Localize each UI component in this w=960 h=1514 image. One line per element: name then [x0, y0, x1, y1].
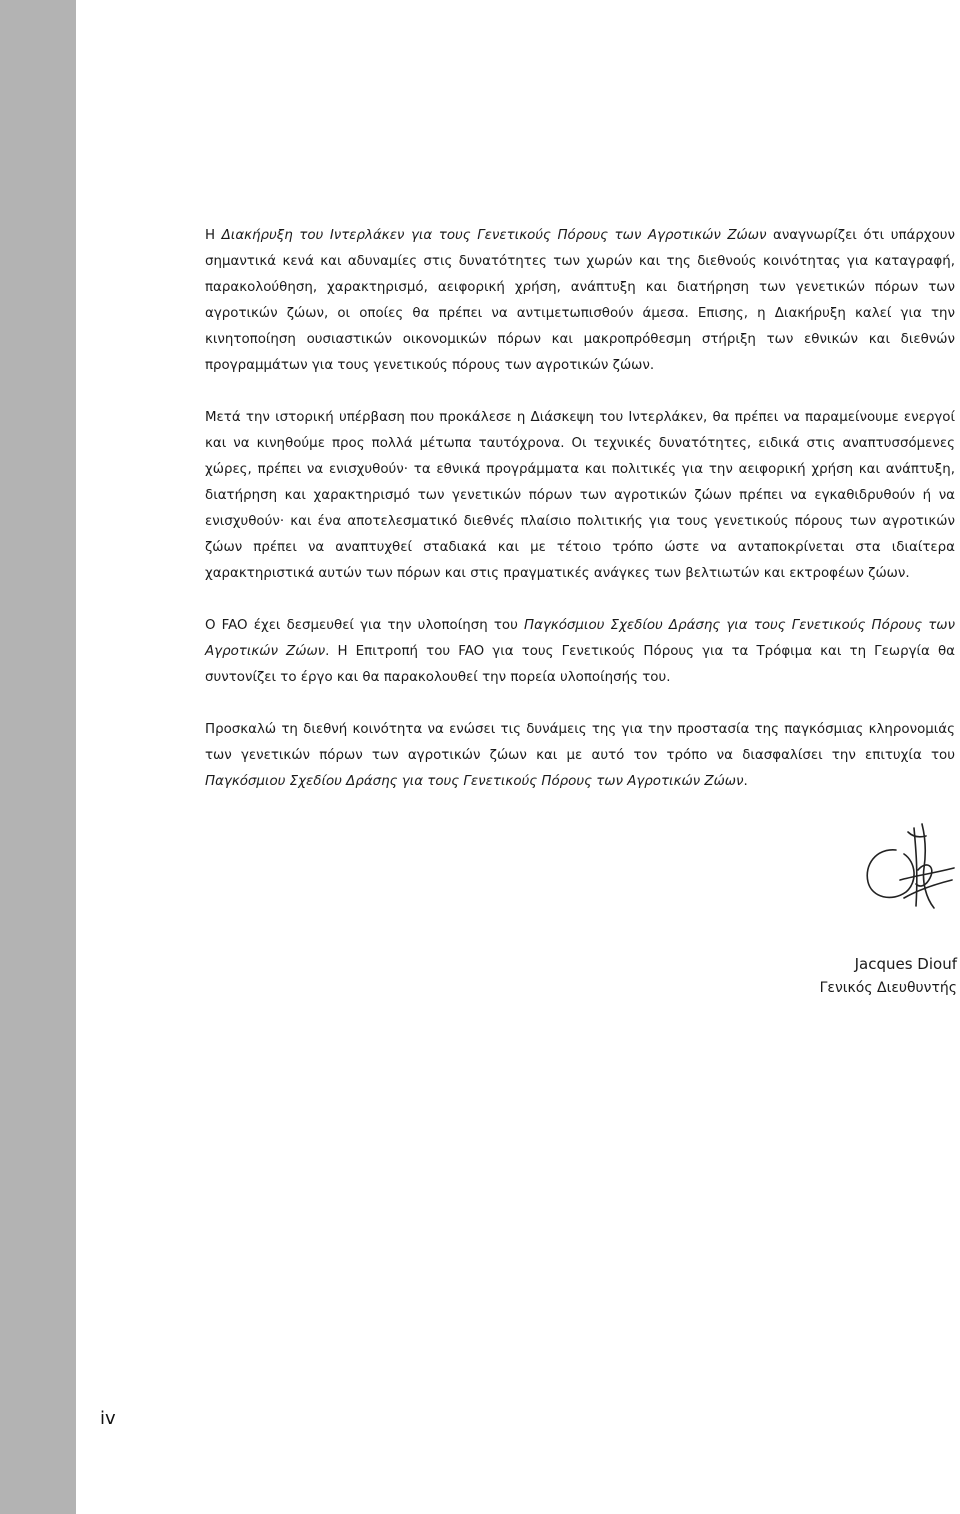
paragraph-2-text: Μετά την ιστορική υπέρβαση που προκάλεσε η Διάσκεψη του Ιντερλάκεν, θα πρέπει να παραμείνουμε ενεργοί και να κινηθούμε προς πολλά μέτωπα ταυτόχρονα. Οι τεχνικές δυνατότητες, ειδικά στις αναπτυσσόμενες χώρες, πρέπει να ενισχυθούν· τα εθνικά προγράμματα και πολιτικές για την αειφορική χρήση και ανάπτυξη, διατήρηση και χαρακτηρισμό των γενετικών πόρων των αγροτικών ζώων πρέπει να εγκαθιδρυθούν ή να ενισχυθούν· και ένα αποτελεσματικό διεθνές πλαίσιο πολιτικής για τους γενετικούς πόρους των αγροτικών ζώων πρέπει να αναπτυχθεί σταδιακά και με τέτοιο τρόπο ώστε να ανταποκρίνεται στα ιδιαίτερα χαρακτηριστικά αυτών των πόρων και στις πραγματικές ανάγκες των βελτιωτών και εκτροφέων ζώων. [205, 410, 955, 581]
paragraph-3-italic: Παγκόσμιου Σχεδίου Δράσης για τους Γενετικούς Πόρους των Αγροτικών Ζώων [205, 618, 955, 659]
paragraph-4 [205, 717, 955, 795]
page-number: iv [100, 1408, 116, 1429]
document-body [205, 223, 955, 821]
paragraph-1-prefix: Η [205, 228, 222, 243]
paragraph-3-prefix: Ο FAO έχει δεσμευθεί για την υλοποίηση του [205, 618, 524, 633]
signatory-title: Γενικός Διευθυντής [819, 980, 957, 996]
paragraph-1-italic: Διακήρυξη του Ιντερλάκεν για τους Γενετικούς Πόρους των Αγροτικών Ζώων [221, 228, 767, 243]
paragraph-1-suffix: αναγνωρίζει ότι υπάρχουν σημαντικά κενά και αδυναμίες στις δυνατότητες των χωρών και της διεθνούς κοινότητας για καταγραφή, παρακολούθηση, χαρακτηρισμό, αειφορική χρήση, ανάπτυξη και διατήρηση των γενετικών πόρων των αγροτικών ζώων, οι οποίες θα πρέπει να αντιμετωπισθούν άμεσα. Επισης, η Διακήρυξη καλεί για την κινητοποίηση ουσιαστικών οικονομικών πόρων και μακροπρόθεσμη στήριξη των εθνικών και διεθνών προγραμμάτων για τους γενετικούς πόρους των αγροτικών ζώων. [205, 228, 956, 373]
left-margin-bar [0, 0, 76, 1514]
paragraph-3-suffix: . Η Επιτροπή του FAO για τους Γενετικούς Πόρους για τα Τρόφιμα και τη Γεωργία θα συντονίζει το έργο και θα παρακολουθεί την πορεία υλοποίησής του. [205, 644, 955, 685]
paragraph-4-italic: Παγκόσμιου Σχεδίου Δράσης για τους Γενετικούς Πόρους των Αγροτικών Ζώων [205, 774, 744, 789]
paragraph-3 [205, 613, 955, 691]
handwritten-signature [856, 810, 960, 920]
paragraph-4-suffix: . [743, 774, 748, 789]
paragraph-2 [205, 405, 955, 587]
signatory-name: Jacques Diouf [854, 955, 957, 973]
paragraph-4-prefix: Προσκαλώ τη διεθνή κοινότητα να ενώσει τις δυνάμεις της για την προστασία της παγκόσμιας κληρονομιάς των γενετικών πόρων των αγροτικών ζώων και με αυτό τον τρόπο να διασφαλίσει την επιτυχία του [205, 722, 955, 763]
paragraph-1 [205, 223, 955, 379]
